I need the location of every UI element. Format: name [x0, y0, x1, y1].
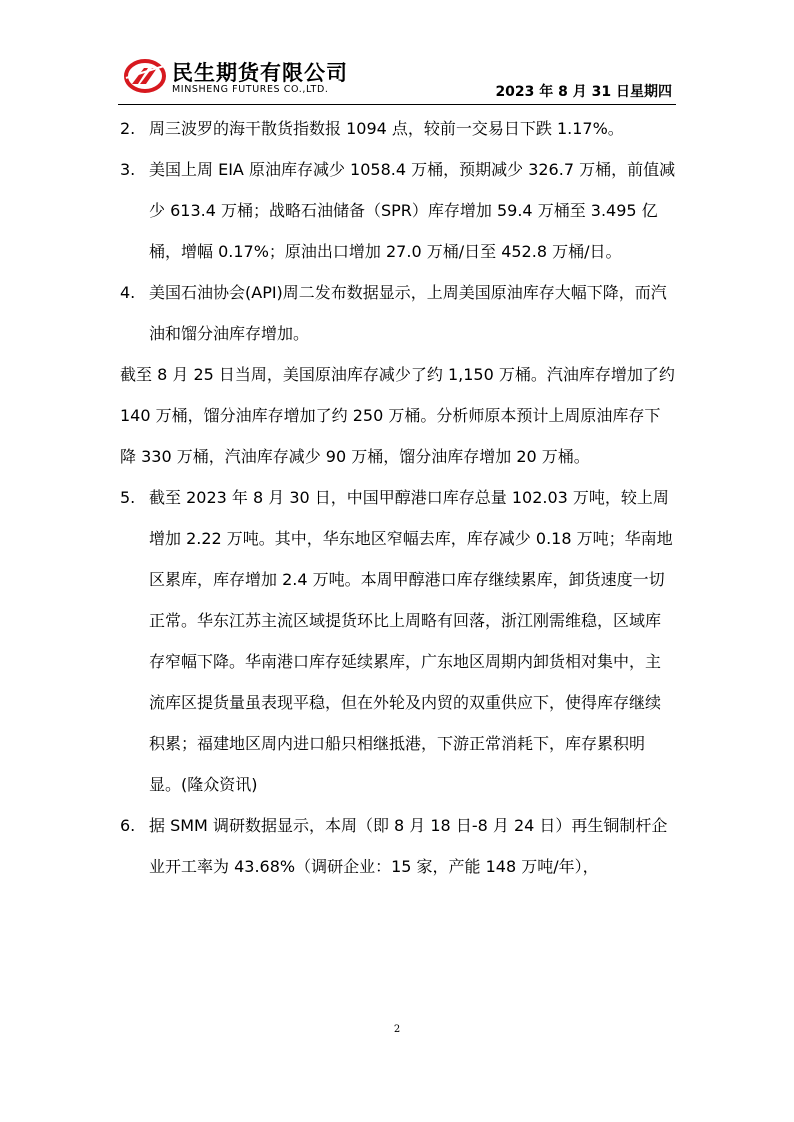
list-item-number: 2.: [120, 119, 136, 138]
company-logo: [124, 54, 374, 100]
page-header: [118, 52, 676, 105]
document-body: [120, 108, 676, 887]
list-item: [120, 477, 676, 805]
logo-english-name: MINSHENG FUTURES CO.,LTD.: [172, 84, 329, 95]
list-item-text: 美国上周 EIA 原油库存减少 1058.4 万桶，预期减少 326.7 万桶，前值减少 613.4 万桶；战略石油储备（SPR）库存增加 59.4 万桶至 3.495 亿桶，增幅 0.17%；原油出口增加 27.0 万桶/日至 452.8 万桶/日。: [149, 160, 676, 261]
list-item-text: 截至 2023 年 8 月 30 日，中国甲醇港口库存总量 102.03 万吨，较上周增加 2.22 万吨。其中，华东地区窄幅去库，库存减少 0.18 万吨；华南地区累库，库存增加 2.4 万吨。本周甲醇港口库存继续累库，卸货速度一切正常。华东江苏主流区域提货环比上周略有回落，浙江刚需维稳，区域库存窄幅下降。华南港口库存延续累库，广东地区周期内卸货相对集中，主流库区提货量虽表现平稳，但在外轮及内贸的双重供应下，使得库存继续积累；福建地区周内进口船只相继抵港，下游正常消耗下，库存累积明显。(隆众资讯): [149, 488, 673, 794]
list-item-text: 周三波罗的海干散货指数报 1094 点，较前一交易日下跌 1.17%。: [149, 119, 624, 138]
list-item-number: 4.: [120, 283, 136, 302]
list-item-text: 美国石油协会(API)周二发布数据显示，上周美国原油库存大幅下降，而汽油和馏分油库存增加。: [149, 283, 667, 343]
minsheng-logo-icon: [124, 58, 166, 94]
list-item: [120, 149, 676, 272]
list-item-number: 5.: [120, 488, 136, 507]
list-item-number: 6.: [120, 816, 136, 835]
logo-chinese-name: 民生期货有限公司: [172, 61, 348, 85]
body-paragraph: 截至 8 月 25 日当周，美国原油库存减少了约 1,150 万桶。汽油库存增加了约 140 万桶，馏分油库存增加了约 250 万桶。分析师原本预计上周原油库存下降 330 万桶，汽油库存减少 90 万桶，馏分油库存增加 20 万桶。: [120, 365, 675, 466]
list-item: [120, 272, 676, 354]
page-number: 2: [393, 1024, 401, 1035]
list-item: [120, 108, 676, 149]
list-item: [120, 805, 676, 887]
report-date: 2023 年 8 月 31 日星期四: [495, 84, 672, 100]
list-item-text: 据 SMM 调研数据显示，本周（即 8 月 18 日-8 月 24 日）再生铜制杆企业开工率为 43.68%（调研企业：15 家，产能 148 万吨/年），: [149, 816, 668, 876]
list-item-number: 3.: [120, 160, 136, 179]
